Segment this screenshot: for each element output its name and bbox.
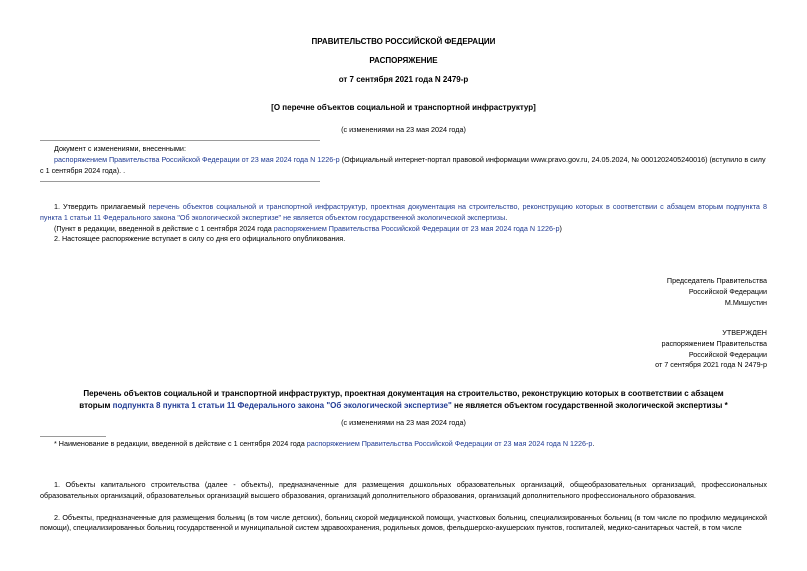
law-link[interactable]: подпункта 8 пункта 1 статьи 11 Федерального закона "Об экологической экспертизе" — [112, 401, 452, 411]
changes-intro: Документ с изменениями, внесенными: — [54, 144, 186, 153]
changes-rest-1: (Официальный интернет-портал правовой информации www.pravo.gov.ru, 24.05.2024, № 0001202405240016) (вступило в силу — [339, 154, 766, 164]
note-prefix: (Пункт в редакции, введенной в действие с 1 сентября 2024 года — [54, 223, 274, 233]
footnote-marker: * — [722, 401, 728, 411]
list-title — [0, 388, 807, 413]
list-title-suffix: не является объектом государственной экологической экспертизы — [451, 401, 723, 411]
signature-name: М.Мишустин — [724, 297, 767, 307]
order-body — [40, 202, 767, 245]
list-title-line-2 — [0, 400, 807, 412]
approved-country: Российской Федерации — [688, 349, 767, 359]
approved-date: от 7 сентября 2021 года N 2479-р — [655, 360, 767, 370]
document-title: [О перечне объектов социальной и транспортной инфраструктур] — [271, 103, 536, 112]
signature-country: Российской Федерации — [688, 286, 767, 296]
note-suffix: ) — [559, 223, 562, 233]
list-item-2: 2. Объекты, предназначенные для размещения больниц (в том числе детских), больниц скорой медицинской помощи, участковых больниц, специализированных больниц (в том числе по профилю медицинской помощи), специализированных больниц государственной и муниципальной систем здравоохранения, родильных домов, фельдшерско-акушерских пунктов, госпиталей, медико-санитарных частей, в том числе — [40, 512, 767, 533]
footnote — [54, 439, 774, 450]
list-title-prefix: вторым — [79, 401, 113, 411]
changes-block — [40, 144, 767, 176]
document-type: РАСПОРЯЖЕНИЕ — [369, 56, 438, 65]
signature-block — [467, 276, 767, 308]
document-date-number: от 7 сентября 2021 года N 2479-р — [338, 75, 469, 84]
divider-top — [40, 140, 320, 141]
paragraph-1 — [40, 202, 767, 224]
amendment-note: (с изменениями на 23 мая 2024 года) — [341, 125, 466, 134]
list-link[interactable]: перечень объектов социальной и транспортной инфраструктур, проектная документация на строительство, реконструкцию которых в соответствии с абзацем вторым подпункта 8 пункта 1 статьи 11 Федерального закона "Об экологической экспертизе" не является объектом государственной экологической экспертизы — [40, 202, 767, 222]
footnote-prefix: * Наименование в редакции, введенной в действие с 1 сентября 2024 года — [54, 439, 307, 448]
paragraph-1-note — [40, 224, 767, 235]
government-heading: ПРАВИТЕЛЬСТВО РОССИЙСКОЙ ФЕДЕРАЦИИ — [311, 37, 496, 46]
paragraph-1-prefix: 1. Утвердить прилагаемый — [54, 202, 149, 211]
list-title-line-1: Перечень объектов социальной и транспортной инфраструктур, проектная документация на строительство, реконструкцию которых в соответствии с абзацем — [83, 389, 724, 398]
divider-bottom — [40, 181, 320, 182]
changes-line — [40, 155, 767, 166]
paragraph-1-suffix: . — [505, 212, 508, 222]
list-amendment-note: (с изменениями на 23 мая 2024 года) — [341, 418, 466, 427]
approved-by: распоряжением Правительства — [661, 338, 767, 348]
note-link[interactable]: распоряжением Правительства Российской Федерации от 23 мая 2024 года N 1226-р — [273, 223, 560, 233]
amendment-link[interactable]: распоряжением Правительства Российской Федерации от 23 мая 2024 года N 1226-р — [54, 154, 340, 164]
footnote-link[interactable]: распоряжением Правительства Российской Федерации от 23 мая 2024 года N 1226-р — [306, 439, 593, 448]
list-item-1: 1. Объекты капитального строительства (далее - объекты), предназначенные для размещения дошкольных образовательных организаций, общеобразовательных организаций, профессиональных образовательных организаций, образовательных организаций высшего образования, организаций дополнительного образования, организаций дополнительного профессионального образования. — [40, 480, 767, 500]
footnote-divider — [40, 436, 106, 437]
changes-rest-2: с 1 сентября 2024 года). . — [40, 165, 126, 175]
paragraph-2: 2. Настоящее распоряжение вступает в силу со дня его официального опубликования. — [54, 234, 346, 244]
list-items — [40, 480, 767, 534]
footnote-suffix: . — [592, 439, 595, 448]
approved-heading: УТВЕРЖДЕН — [722, 328, 767, 337]
approved-block — [467, 328, 767, 371]
signature-position: Председатель Правительства — [666, 276, 767, 285]
